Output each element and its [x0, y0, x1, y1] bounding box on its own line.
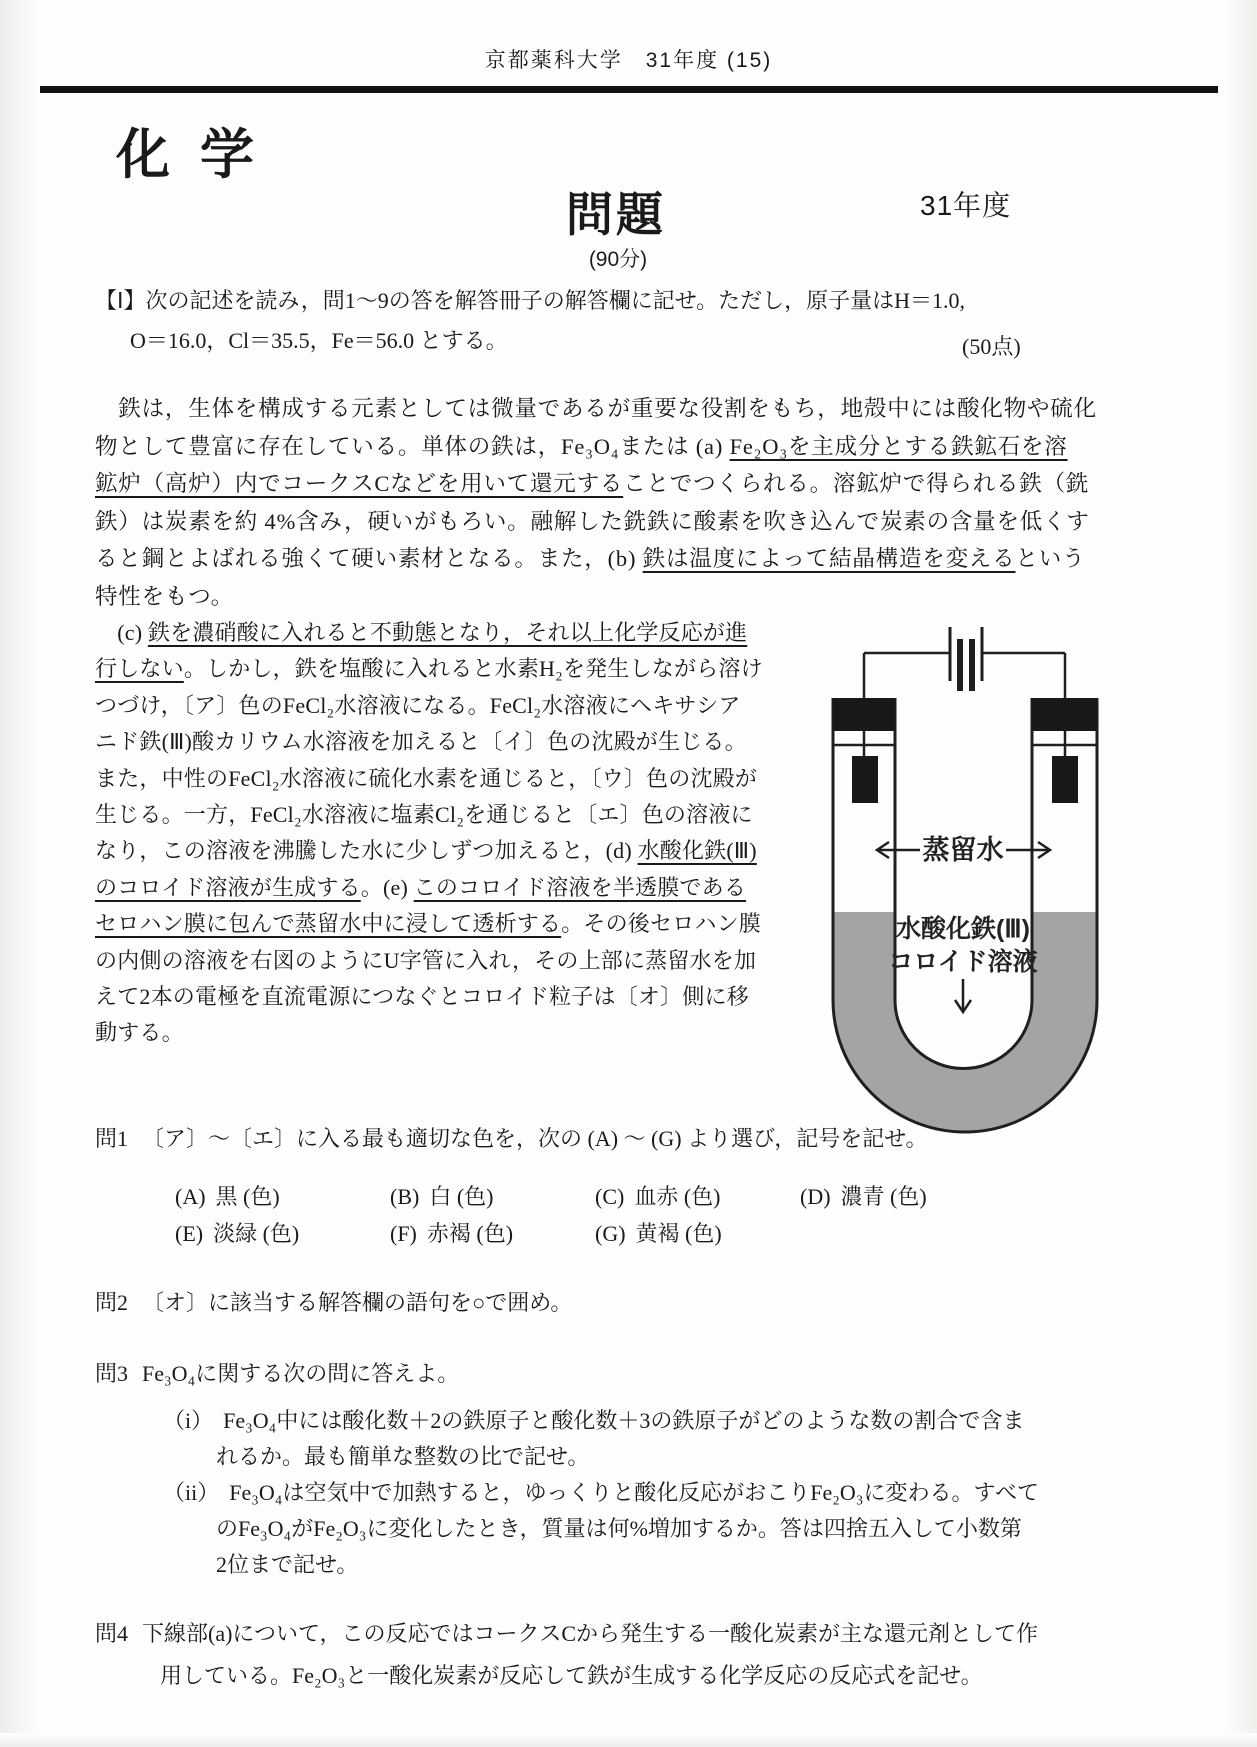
page-title: 問題 — [566, 188, 666, 241]
question-4: 問4 下線部(a)について，この反応ではコークスCから発生する一酸化炭素が主な還元剤として作 — [95, 1621, 1039, 1646]
question-2-label: 問2 — [95, 1290, 129, 1315]
colloid-liquid — [833, 912, 1097, 1132]
colloid-label-line1: 水酸化鉄(Ⅲ) — [896, 915, 1030, 943]
para2-line-9: セロハン膜に包んで蒸留水中に浸して透析する。その後セロハン膜 — [95, 911, 762, 936]
question-3-i-label: （i） — [163, 1408, 214, 1433]
intro-line-2: O＝16.0，Cl＝35.5，Fe＝56.0 とする。 — [130, 328, 508, 353]
page-header: 京都薬科大学 31年度 (15) — [484, 49, 773, 72]
para2-line-2: 行しない。しかし，鉄を塩酸に入れると水素H₂を発生しながら溶け — [95, 656, 763, 681]
year-label: 31年度 — [920, 190, 1012, 221]
option-E: (E) 淡緑 (色) — [175, 1221, 300, 1246]
question-3-label: 問3 — [95, 1361, 129, 1386]
subject-title: 化学 — [116, 125, 284, 185]
para2-line-7: なり，この溶液を沸騰した水に少しずつ加えると，(d) 水酸化鉄(Ⅲ) — [95, 838, 757, 863]
option-B: (B) 白 (色) — [390, 1184, 494, 1209]
intro-line-1: 【Ⅰ】次の記述を読み，問1～9の答を解答冊子の解答欄に記せ。ただし，原子量はH＝1.0, — [95, 288, 966, 313]
u-tube-diagram — [745, 555, 1137, 1140]
question-3-ii-line-2: のFe₃O₄がFe₂O₃に変化したとき，質量は何%増加するか。答は四捨五入して小数第 — [216, 1516, 1022, 1541]
para2-line-5: また，中性のFeCl₂水溶液に硫化水素を通じると，〔ウ〕色の沈殿が — [95, 766, 758, 791]
page-edge-bottom — [0, 1733, 1257, 1747]
para2-line-1: (c) 鉄を濃硝酸に入れると不動態となり，それ以上化学反応が進 — [95, 620, 748, 645]
para2-line-8: のコロイド溶液が生成する。(e) このコロイド溶液を半透膜である — [95, 875, 747, 900]
stopper-left — [833, 698, 895, 731]
question-2 — [95, 1292, 572, 1314]
battery-icon — [950, 627, 982, 691]
question-4-label: 問4 — [95, 1621, 129, 1646]
page-edge-left — [0, 0, 40, 1747]
option-D: (D) 濃青 (色) — [800, 1184, 927, 1209]
duration-label: (90分) — [588, 248, 648, 271]
para1-line-6: 特性をもつ。 — [95, 584, 234, 609]
question-1-label: 問1 — [95, 1126, 129, 1151]
question-3-text: Fe₃O₄に関する次の問に答えよ。 — [142, 1361, 460, 1386]
option-C: (C) 血赤 (色) — [595, 1184, 721, 1209]
question-3 — [95, 1363, 459, 1385]
question-1 — [95, 1128, 928, 1150]
electrode-left — [852, 756, 878, 803]
points-label: (50点) — [962, 334, 1021, 359]
para1-line-3: 鉱炉（高炉）内でコークスCなどを用いて還元することでつくられる。溶鉱炉で得られる鉄（銑 — [95, 471, 1090, 496]
question-2-text: 〔オ〕に該当する解答欄の語句を○で囲め。 — [142, 1290, 573, 1315]
option-F: (F) 赤褐 (色) — [390, 1221, 514, 1246]
header-rule — [40, 86, 1218, 93]
right-arrow-icon — [1006, 842, 1050, 858]
para2-line-12: 動する。 — [95, 1020, 184, 1045]
distilled-water-label: 蒸留水 — [922, 835, 1004, 865]
left-arrow-icon — [877, 842, 920, 858]
u-tube-svg — [745, 555, 1137, 1140]
question-3-i-line-2: れるか。最も簡単な整数の比で記せ。 — [216, 1444, 590, 1469]
down-arrow-icon — [955, 979, 971, 1012]
para2-line-6: 生じる。一方，FeCl₂水溶液に塩素Cl₂を通じると〔エ〕色の溶液に — [95, 802, 753, 827]
para1-line-1: 鉄は，生体を構成する元素としては微量であるが重要な役割をもち，地殻中には酸化物や硫化 — [95, 396, 1097, 421]
question-3-ii-label: （ii） — [163, 1480, 220, 1505]
para1-line-2: 物として豊富に存在している。単体の鉄は，Fe₃O₄または (a) Fe₂O₃を主成分とする鉄鉱石を溶 — [95, 434, 1068, 459]
page-edge-right — [1223, 0, 1257, 1747]
option-G: (G) 黄褐 (色) — [595, 1221, 722, 1246]
para2-line-4: ニド鉄(Ⅲ)酸カリウム水溶液を加えると〔イ〕色の沈殿が生じる。 — [95, 729, 747, 754]
para2-line-11: えて2本の電極を直流電源につなぐとコロイド粒子は〔オ〕側に移 — [95, 984, 749, 1009]
para1-line-4: 鉄）は炭素を約 4%含み，硬いがもろい。融解した銑鉄に酸素を吹き込んで炭素の含量を低くす — [95, 509, 1090, 534]
colloid-label-line2: コロイド溶液 — [888, 948, 1038, 976]
stopper-right — [1032, 698, 1097, 731]
question-4-line-2: 用している。Fe₂O₃と一酸化炭素が反応して鉄が生成する化学反応の反応式を記せ。 — [160, 1663, 983, 1688]
electrode-right — [1052, 756, 1078, 803]
question-3-ii-line-3: 2位まで記せ。 — [216, 1552, 359, 1577]
para1-line-5: ると鋼とよばれる強くて硬い素材となる。また，(b) 鉄は温度によって結晶構造を変えるという — [95, 546, 1086, 571]
option-A: (A) 黒 (色) — [175, 1184, 280, 1209]
para2-line-10: の内側の溶液を右図のようにU字管に入れ，その上部に蒸留水を加 — [95, 948, 757, 973]
question-3-i: （i） Fe₃O₄中には酸化数＋2の鉄原子と酸化数＋3の鉄原子がどのような数の割合で含ま — [163, 1408, 1025, 1433]
para2-line-3: つづけ，〔ア〕色のFeCl₂水溶液になる。FeCl₂水溶液にヘキサシア — [95, 693, 741, 718]
question-1-text: 〔ア〕～〔エ〕に入る最も適切な色を，次の (A) ～ (G) より選び，記号を記せ。 — [142, 1126, 928, 1151]
question-3-ii: （ii） Fe₃O₄は空気中で加熱すると，ゆっくりと酸化反応がおこりFe₂O₃に変わる。すべて — [163, 1480, 1040, 1505]
